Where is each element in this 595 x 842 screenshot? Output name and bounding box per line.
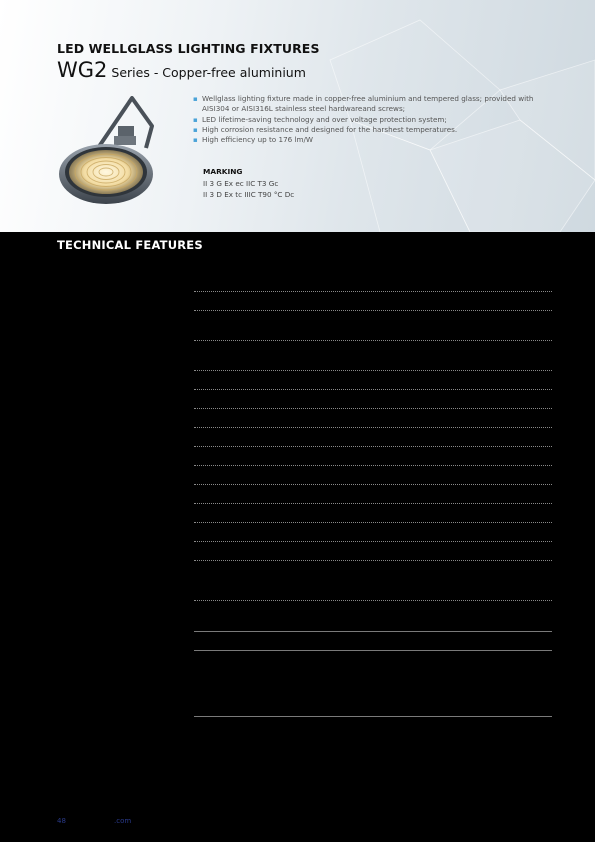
series-heading [57,58,306,82]
feature-item: ▪ High corrosion resistance and designed for the harshest temperatures. [193,125,558,135]
table-divider [194,370,552,371]
table-divider [194,427,552,428]
marking-block [203,166,294,201]
table-divider [194,446,552,447]
feature-item: ▪ Wellglass lighting fixture made in copper-free aluminium and tempered glass; provided with AISI304 or AISI316L stainless steel hardwareand screws; [193,94,558,115]
table-divider [194,541,552,542]
table-divider [194,408,552,409]
table-divider [194,389,552,390]
table-divider [194,631,552,632]
table-divider [194,650,552,651]
table-divider [194,560,552,561]
table-divider [194,310,552,311]
table-divider [194,291,552,292]
table-divider [194,522,552,523]
section-title: TECHNICAL FEATURES [57,238,203,252]
series-description: Series - Copper-free aluminium [111,65,306,80]
table-divider [194,484,552,485]
table-divider [194,340,552,341]
marking-line: II 3 D Ex tc IIIC T90 °C Dc [203,190,295,199]
page-number: 48 [57,817,66,825]
table-divider [194,716,552,717]
table-divider [194,600,552,601]
feature-list [193,94,558,145]
catalog-title: LED WELLGLASS LIGHTING FIXTURES [57,41,320,56]
feature-item: ▪ LED lifetime-saving technology and over voltage protection system; [193,115,558,125]
marking-line: II 3 G Ex ec IIC T3 Gc [203,178,279,188]
feature-item: ▪ High efficiency up to 176 lm/W [193,135,558,145]
series-code: WG2 [57,58,108,82]
marking-label: MARKING [203,167,243,176]
table-divider [194,465,552,466]
page-footer [57,817,132,825]
website-domain: .com [114,817,132,825]
table-divider [194,503,552,504]
product-image [56,96,168,208]
product-header [0,0,595,232]
